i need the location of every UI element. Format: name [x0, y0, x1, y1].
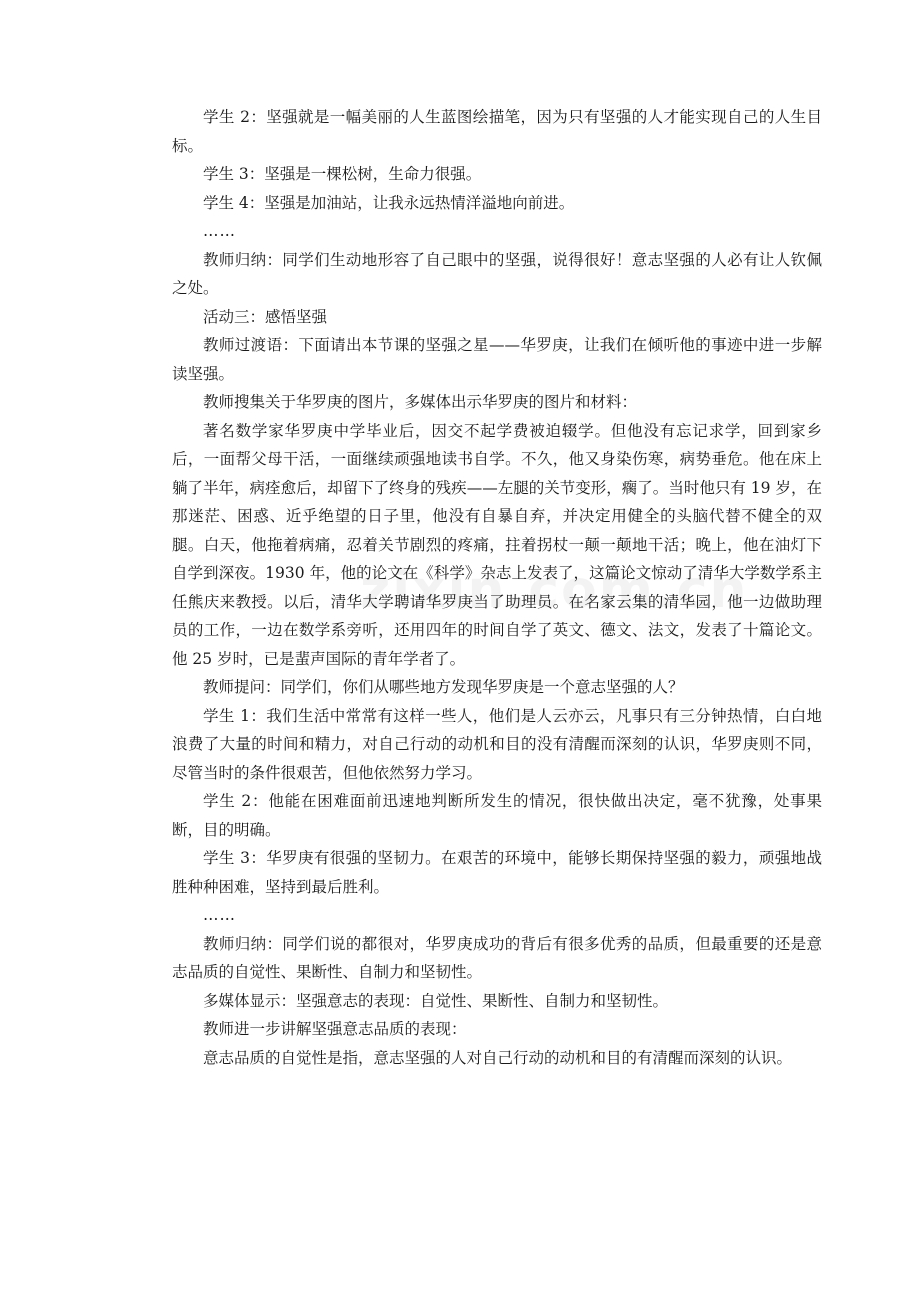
paragraph-student2-answer: 学生 2：他能在困难面前迅速地判断所发生的情况，很快做出决定，毫不犹豫，处事果断，目的明确。: [172, 792, 822, 839]
paragraph-multimedia-display: 多媒体显示：坚强意志的表现：自觉性、果断性、自制力和坚韧性。: [203, 991, 669, 1010]
paragraph-student1-answer: 学生 1：我们生活中常常有这样一些人，他们是人云亦云，凡事只有三分钟热情，白白地浪费了大量的时间和精力，对自己行动的动机和目的没有清醒而深刻的认识，华罗庚则不同，尽管当时的条件很艰苦，但他依然努力学习。: [172, 706, 822, 782]
paragraph-activity-three-heading: 活动三：感悟坚强: [203, 307, 328, 326]
paragraph-teacher-materials: 教师搜集关于华罗庚的图片，多媒体出示华罗庚的图片和材料：: [203, 393, 638, 411]
paragraph-teacher-explanation: 教师进一步讲解坚强意志品质的表现：: [203, 1020, 467, 1038]
paragraph-hua-luogeng-story: 著名数学家华罗庚中学毕业后，因交不起学费被迫辍学。但他没有忘记求学，回到家乡后，一面帮父母干活，一面继续顽强地读书自学。不久，他又身染伤寒，病势垂危。他在床上躺了半年，病痊愈后，却留下了终身的残疾——左腿的关节变形，瘸了。当时他只有 19 岁，在那迷茫、困惑、近乎绝望的日子里，他没有自暴自弃，并决定用健全的头脑代替不健全的双腿。白天，他拖着病痛，忍着关节剧烈的疼痛，拄着拐杖一颠一颠地干活；晚上，他在油灯下自学到深夜。1930 年，他的论文在《科学》杂志上发表了，这篇论文惊动了清华大学数学系主任熊庆来教授。以后，清华大学聘请华罗庚当了助理员。在名家云集的清华园，他一边做助理员的工作，一边在数学系旁听，还用四年的时间自学了英文、德文、法文，发表了十篇论文。他 25 岁时，已是蜚声国际的青年学者了。: [172, 421, 822, 668]
paragraph-teacher-transition: 教师过渡语：下面请出本节课的坚强之星——华罗庚，让我们在倾听他的事迹中进一步解读坚强。: [172, 336, 822, 383]
paragraph-student3-view: 学生 3：坚强是一棵松树，生命力很强。: [203, 165, 482, 183]
paragraph-teacher-summary-2: 教师归纳：同学们说的都很对，华罗庚成功的背后有很多优秀的品质，但最重要的还是意志品质的自觉性、果断性、自制力和坚韧性。: [172, 934, 822, 981]
paragraph-teacher-summary-1: 教师归纳：同学们生动地形容了自己眼中的坚强，说得很好！意志坚强的人必有让人钦佩之处。: [172, 250, 822, 297]
paragraph-student3-answer: 学生 3：华罗庚有很强的坚韧力。在艰苦的环境中，能够长期保持坚强的毅力，顽强地战胜种种困难，坚持到最后胜利。: [172, 849, 822, 896]
paragraph-teacher-question: 教师提问：同学们，你们从哪些地方发现华罗庚是一个意志坚强的人？: [203, 678, 684, 696]
paragraph-self-consciousness-definition: 意志品质的自觉性是指，意志坚强的人对自己行动的动机和目的有清醒而深刻的认识。: [203, 1048, 793, 1067]
paragraph-ellipsis-2: ……: [203, 906, 236, 924]
paragraph-student4-view: 学生 4：坚强是加油站，让我永远热情洋溢地向前进。: [203, 193, 575, 212]
paragraph-student2-view: 学生 2：坚强就是一幅美丽的人生蓝图绘描笔，因为只有坚强的人才能实现自己的人生目标。: [172, 108, 822, 155]
document-body: [172, 103, 822, 1072]
paragraph-ellipsis-1: ……: [203, 222, 236, 240]
